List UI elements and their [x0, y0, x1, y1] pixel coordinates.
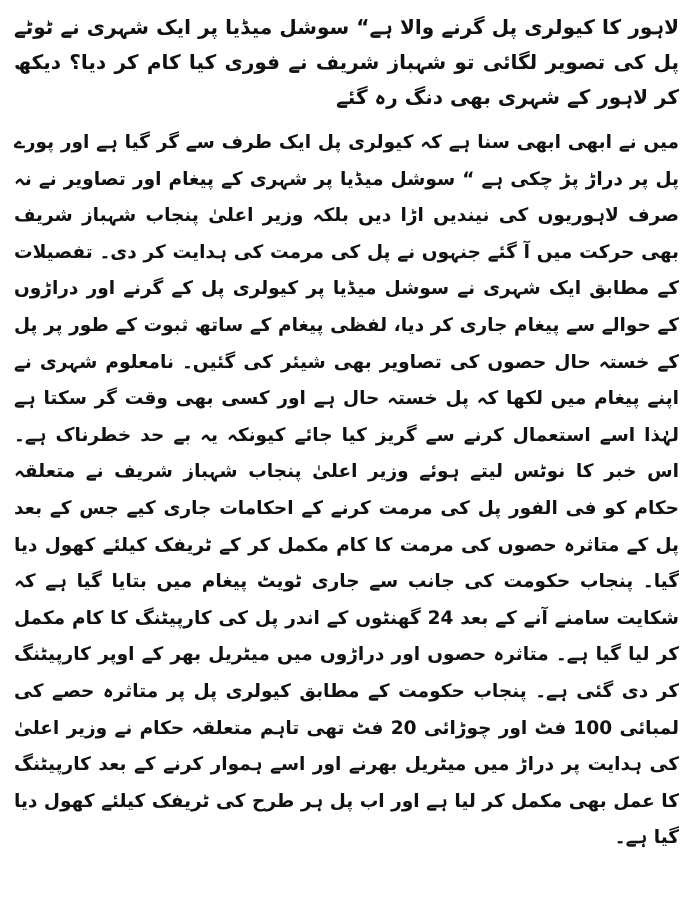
article-body: میں نے ابھی ابھی سنا ہے کہ کیولری پل ایک طرف سے گر گیا ہے اور پورے پل پر دراڑ پڑ چکی ہے “ سوشل میڈیا پر شہری کے پیغام اور تصاویر نے نہ صرف لاہوریوں کی نیندیں اڑا دیں بلکہ وزیر اعلیٰ پنجاب شہباز شریف بھی حرکت میں آ گئے جنہوں نے پل کی مرمت کی ہدایت کر دی۔ تفصیلات کے مطابق ایک شہری نے سوشل میڈیا پر کیولری پل کے گرنے اور دراڑوں کے حوالے سے پیغام جاری کر دیا، لفظی پیغام کے ساتھ ثبوت کے طور پر پل کے خستہ حال حصوں کی تصاویر بھی شیئر کی گئیں۔ نامعلوم شہری نے اپنے پیغام میں لکھا کہ پل خستہ حال ہے اور کسی بھی وقت گر سکتا ہے لہٰذا اسے استعمال کرنے سے گریز کیا جائے کیونکہ یہ بے حد خطرناک ہے۔ اس خبر کا نوٹس لیتے ہوئے وزیر اعلیٰ پنجاب شہباز شریف نے متعلقہ حکام کو فی الفور پل کی مرمت کرنے کے احکامات جاری کیے جس کے بعد پل کے متاثرہ حصوں کی مرمت کا کام مکمل کر کے ٹریفک کیلئے کھول دیا گیا۔ پنجاب حکومت کی جانب سے جاری ٹویٹ پیغام میں بتایا گیا ہے کہ شکایت سامنے آنے کے بعد 24 گھنٹوں کے اندر پل کی کارپیٹنگ کا کام مکمل کر لیا گیا ہے۔ متاثرہ حصوں اور دراڑوں میں میٹریل بھر کے اوپر کارپیٹنگ کر دی گئی ہے۔ پنجاب حکومت کے مطابق کیولری پل پر متاثرہ حصے کی لمبائی 100 فٹ اور چوڑائی 20 فٹ تھی تاہم متعلقہ حکام نے وزیر اعلیٰ کی ہدایت پر دراڑ میں میٹریل بھرنے اور اسے ہموار کرنے کے بعد کارپیٹنگ کا عمل بھی مکمل کر لیا ہے اور اب پل ہر طرح کی ٹریفک کیلئے کھول دیا گیا ہے۔: [14, 132, 679, 849]
article: [14, 10, 679, 857]
article-headline: لاہور کا کیولری پل گرنے والا ہے“ سوشل میڈیا پر ایک شہری نے ٹوٹے پل کی تصویر لگائی تو شہباز شریف نے فوری کیا کام کر دیا؟ دیکھ کر لاہور کے شہری بھی دنگ رہ گئے: [14, 15, 679, 109]
